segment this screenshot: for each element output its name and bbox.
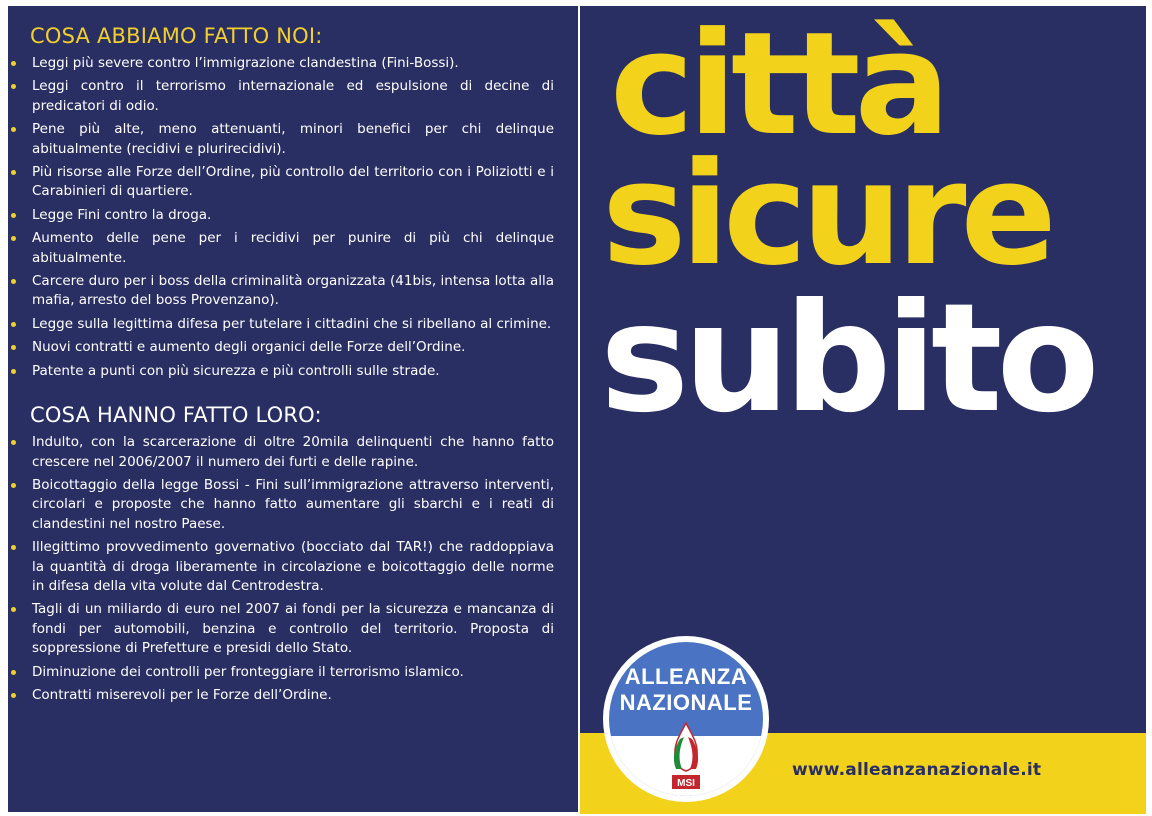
bullet-icon: [11, 279, 16, 284]
list-item: Legge Fini contro la droga.: [30, 206, 554, 225]
bullet-icon: [11, 322, 16, 327]
list-item: Tagli di un miliardo di euro nel 2007 ai fondi per la sicurezza e mancanza di fondi per automobili, benzina e controllo del territorio. Proposta di soppressione di Prefetture e presidi dello Stato.: [30, 600, 554, 658]
logo-emblem-text: MSI: [677, 778, 695, 789]
bullet-icon: [11, 61, 16, 66]
bullet-icon: [11, 170, 16, 175]
bullet-icon: [11, 670, 16, 675]
list-item: Più risorse alle Forze dell’Ordine, più controllo del territorio con i Poliziotti e i Carabinieri di quartiere.: [30, 163, 554, 202]
party-logo: [603, 636, 769, 802]
headline-sicure: sicure: [602, 132, 1051, 297]
list-item: Leggi contro il terrorismo internazionale ed espulsione di decine di predicatori di odio.: [30, 77, 554, 116]
bullet-icon: [11, 545, 16, 550]
website-url: www.alleanzanazionale.it: [792, 760, 1042, 780]
list-item: Contratti miserevoli per le Forze dell’Ordine.: [30, 686, 554, 705]
bullet-icon: [11, 127, 16, 132]
section-heading-ours: COSA ABBIAMO FATTO NOI:: [30, 24, 323, 48]
bullet-icon: [11, 440, 16, 445]
bullet-icon: [11, 693, 16, 698]
list-item: Illegittimo provvedimento governativo (bocciato dal TAR!) che raddoppiava la quantità di droga liberamente in circolazione e boicottaggio delle norme in difesa della vita volute dal Centrodestra.: [30, 538, 554, 596]
bullet-icon: [11, 213, 16, 218]
bullet-icon: [11, 236, 16, 241]
bullet-icon: [11, 483, 16, 488]
headline-subito: subito: [600, 272, 1094, 446]
list-item: Pene più alte, meno attenuanti, minori benefici per chi delinque abitualmente (recidivi e plurirecidivi).: [30, 120, 554, 159]
bullet-icon: [11, 369, 16, 374]
logo-disc: [609, 642, 763, 796]
right-panel: [580, 6, 1146, 814]
tricolor-flame-icon: [666, 721, 706, 795]
list-item: Legge sulla legittima difesa per tutelare i cittadini che si ribellano al crimine.: [30, 315, 554, 334]
logo-text-line1: ALLEANZA: [624, 664, 748, 689]
list-item: Carcere duro per i boss della criminalità organizzata (41bis, intensa lotta alla mafia, arresto del boss Provenzano).: [30, 272, 554, 311]
list-item: Aumento delle pene per i recidivi per punire di più chi delinque abitualmente.: [30, 229, 554, 268]
list-item: Indulto, con la scarcerazione di oltre 20mila delinquenti che hanno fatto crescere nel 2006/2007 il numero dei furti e delle rapine.: [30, 433, 554, 472]
bullet-icon: [11, 84, 16, 89]
theirs-list: [30, 433, 554, 705]
logo-text-line2: NAZIONALE: [619, 690, 753, 715]
list-item: Patente a punti con più sicurezza e più controlli sulle strade.: [30, 362, 554, 381]
list-item: Leggi più severe contro l’immigrazione clandestina (Fini-Bossi).: [30, 54, 554, 73]
bullet-icon: [11, 345, 16, 350]
headline-citta: città: [610, 6, 945, 167]
list-item: Nuovi contratti e aumento degli organici delle Forze dell’Ordine.: [30, 338, 554, 357]
ours-list: [30, 54, 554, 381]
left-panel: [8, 6, 578, 812]
bullet-icon: [11, 607, 16, 612]
section-heading-theirs: COSA HANNO FATTO LORO:: [30, 403, 322, 428]
list-item: Diminuzione dei controlli per fronteggiare il terrorismo islamico.: [30, 663, 554, 682]
list-item: Boicottaggio della legge Bossi - Fini sull’immigrazione attraverso interventi, circolari e proposte che hanno fatto aumentare gli sbarchi e i reati di clandestini nel nostro Paese.: [30, 476, 554, 534]
